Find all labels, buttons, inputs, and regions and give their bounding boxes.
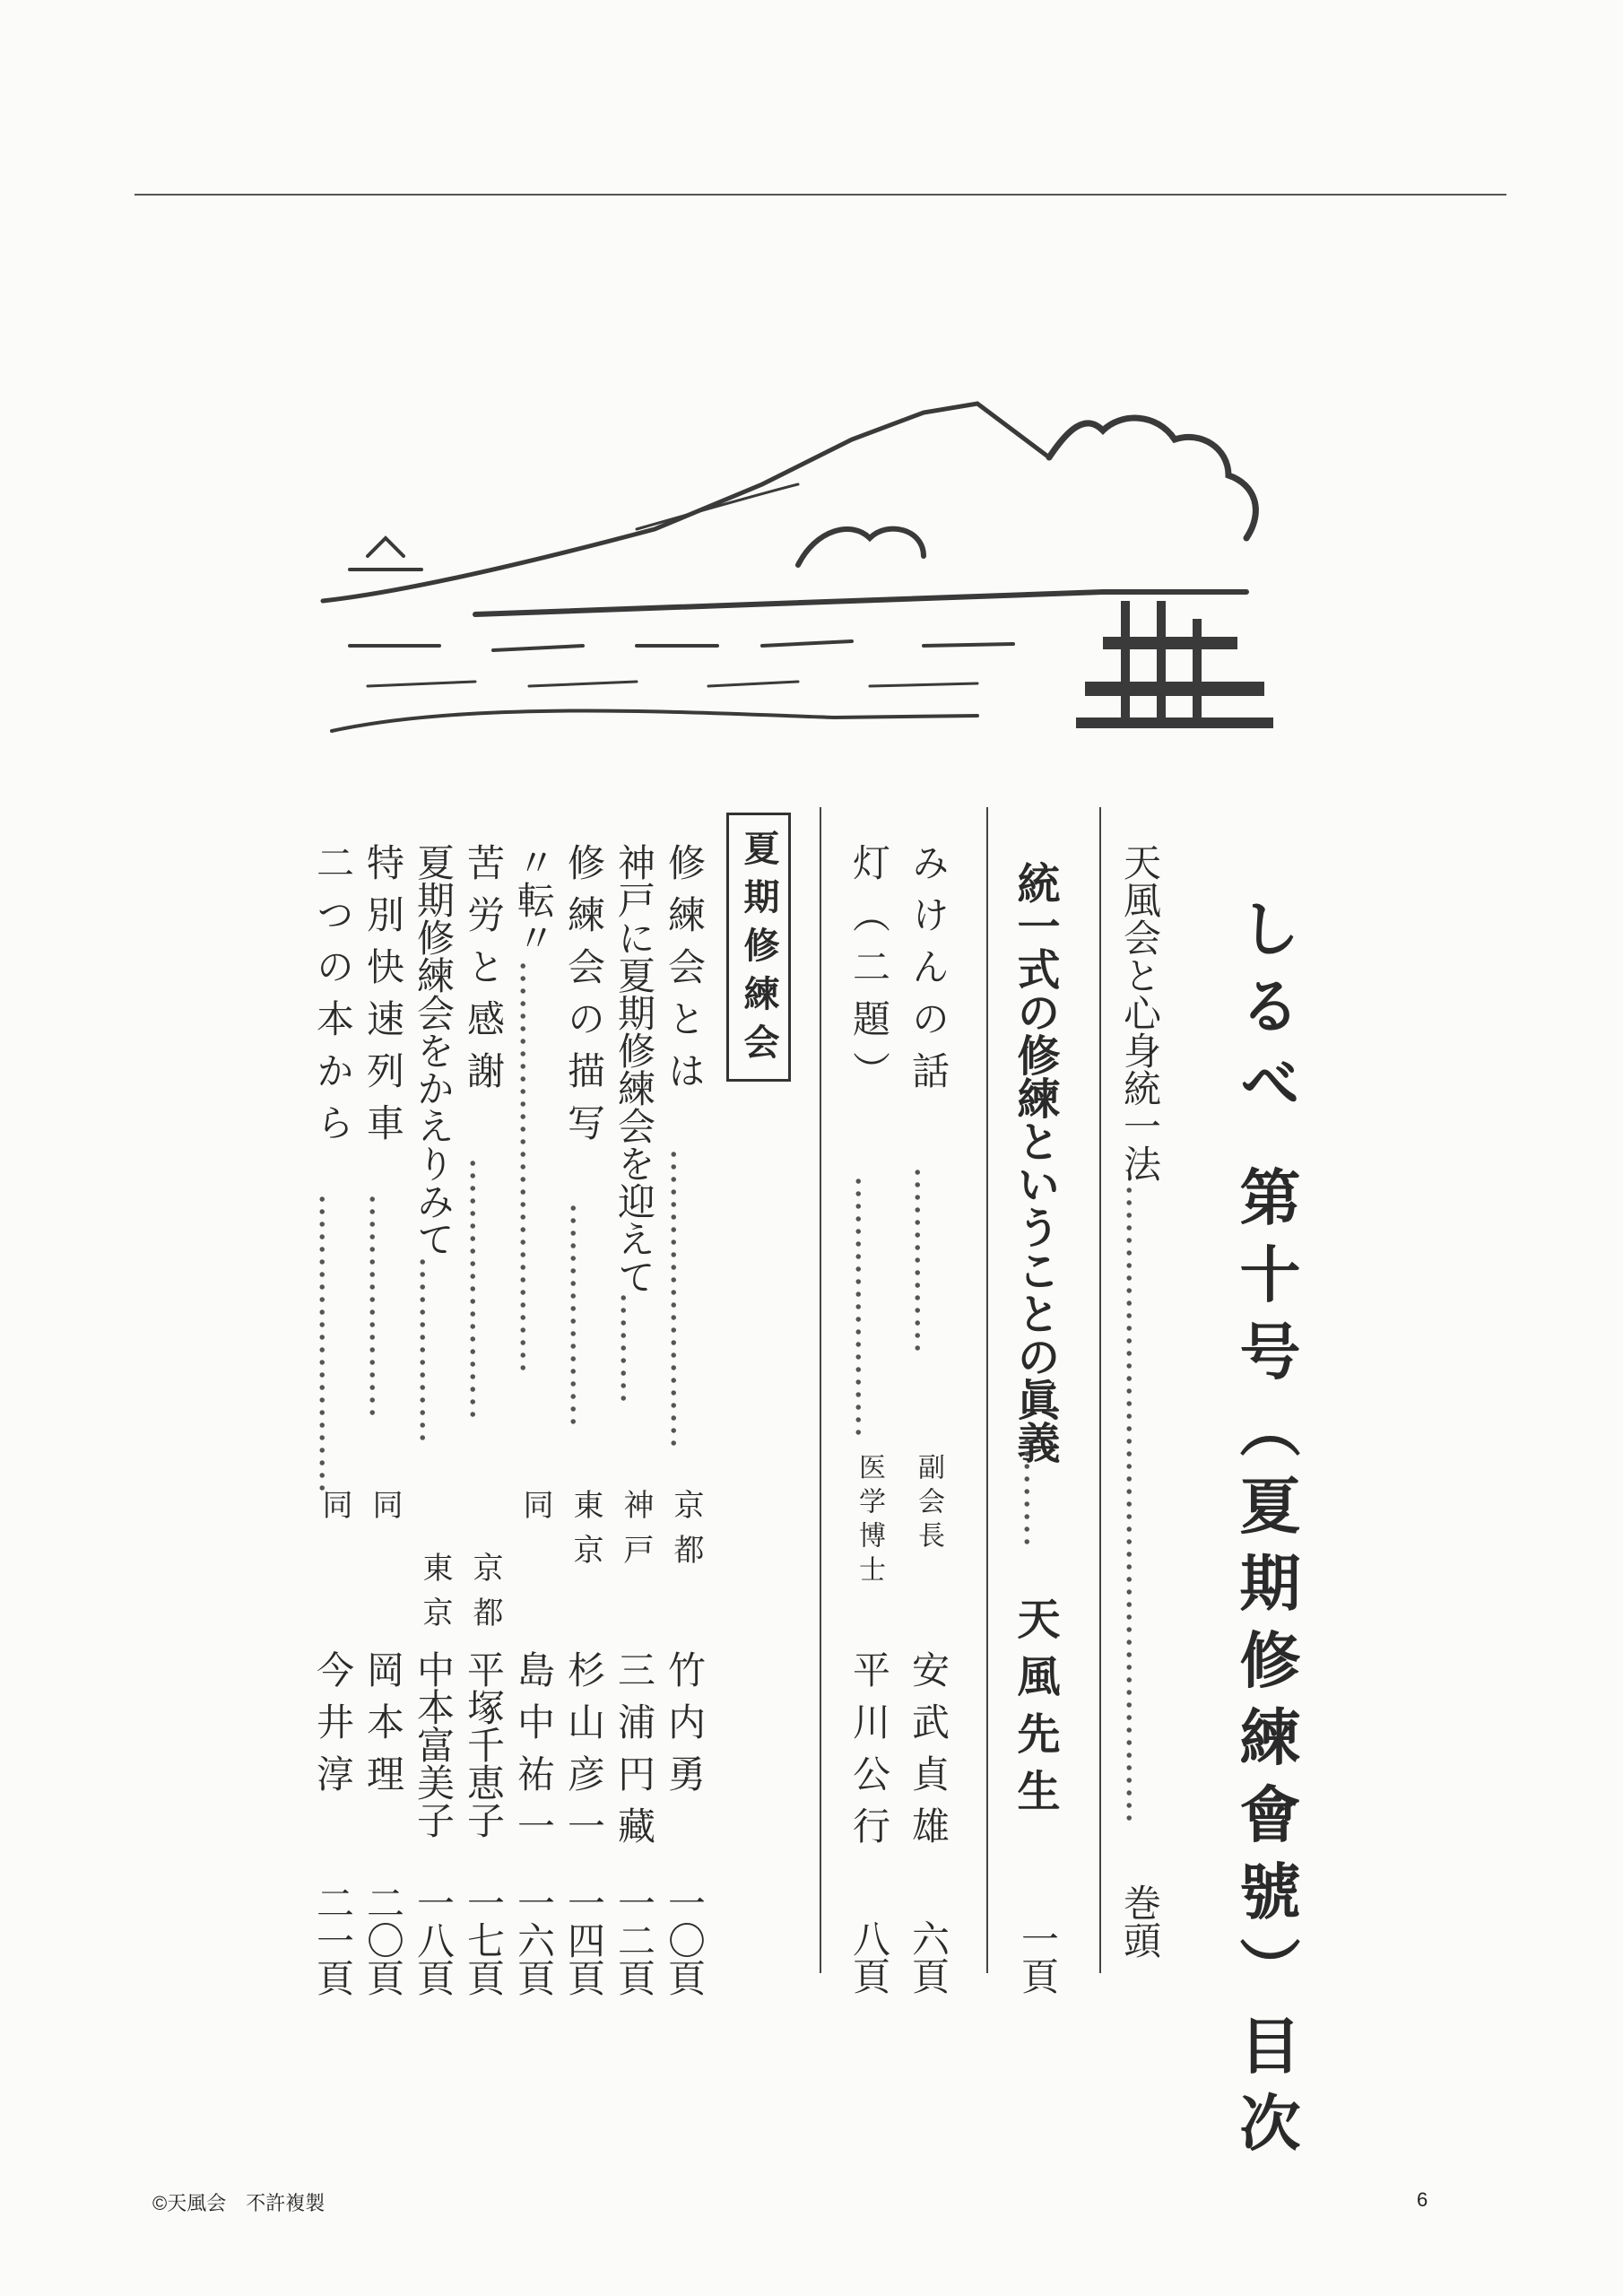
item-page: 一六頁: [512, 1883, 556, 1996]
item-author: 竹内勇: [663, 1650, 707, 1806]
item-page: 二〇頁: [361, 1883, 405, 1996]
item-title: 修練会の描写: [562, 843, 606, 1155]
toc-leader: ……………: [907, 1166, 950, 1354]
item-location: 神戸: [618, 1489, 654, 1578]
item-leader: ………………: [562, 1202, 606, 1428]
toc-title: 天風会と心身統一法: [1118, 843, 1162, 1182]
separator: [820, 807, 821, 1973]
item-author: 杉山彦一: [562, 1650, 606, 1858]
page-title: しるべ 第十号（夏期修練會號）目次: [1229, 897, 1300, 2169]
item-author: 中本富美子: [412, 1650, 456, 1839]
item-leader: ……………………: [663, 1148, 707, 1449]
landscape-illustration: [296, 377, 1354, 753]
toc-title: 灯（二題）: [847, 843, 891, 1103]
item-title: 神戸に夏期修練会を迎えて: [612, 843, 656, 1295]
toc-leader: …………………: [847, 1175, 891, 1439]
item-author: 平塚千恵子: [462, 1650, 506, 1839]
item-location: 京都: [467, 1552, 503, 1641]
item-location: 同: [517, 1489, 553, 1519]
item-author: 岡本理: [361, 1650, 405, 1806]
item-author: 島中祐一: [512, 1650, 556, 1858]
toc-leader: ………: [1016, 1435, 1060, 1548]
toc-affiliation: 医学博士: [854, 1453, 885, 1589]
toc-title: 統一式の修練ということの眞義: [1010, 861, 1060, 1464]
item-page: 一〇頁: [663, 1883, 707, 1996]
item-title: 特別快速列車: [361, 843, 405, 1155]
item-leader: ………………: [361, 1193, 405, 1419]
item-location: 同: [317, 1489, 352, 1519]
item-leader: ………: [612, 1292, 656, 1405]
item-page: 一四頁: [562, 1883, 606, 1996]
item-title: 〃転〃: [512, 843, 556, 956]
item-page: 一二頁: [612, 1883, 656, 1996]
item-author: 今井淳: [311, 1650, 355, 1806]
section-heading: 夏期修練会: [738, 830, 780, 1072]
toc-page: 一頁: [1016, 1919, 1060, 1995]
separator: [986, 807, 988, 1973]
item-page: 一八頁: [412, 1883, 456, 1996]
item-location: 東京: [568, 1489, 603, 1578]
item-page: 一七頁: [462, 1883, 506, 1996]
item-location: 東京: [417, 1552, 453, 1641]
toc-page: 八頁: [847, 1919, 891, 1995]
item-page: 二一頁: [311, 1883, 355, 1996]
toc-affiliation: 副会長: [913, 1453, 944, 1555]
toc-leader: ……………………………………………: [1118, 1184, 1162, 1824]
toc-page: 巻頭: [1118, 1883, 1162, 1959]
item-leader: ……………………………: [512, 960, 556, 1374]
toc-page: 六頁: [907, 1919, 950, 1995]
item-location: 同: [367, 1489, 403, 1519]
item-title: 二つの本から: [311, 843, 355, 1155]
toc-author: 安武貞雄: [907, 1650, 950, 1858]
item-leader: ……………………: [311, 1193, 355, 1494]
item-location: 京都: [668, 1489, 704, 1578]
item-title: 夏期修練会をかえりみて: [412, 843, 456, 1257]
toc-title: みけんの話: [907, 843, 950, 1103]
toc-author: 天風先生: [1010, 1596, 1060, 1826]
page-number: 6: [1417, 2188, 1428, 2211]
section-heading-box: [726, 813, 791, 1082]
item-leader: ……………: [412, 1256, 456, 1444]
item-leader: …………………: [462, 1157, 506, 1421]
item-title: 苦労と感謝: [462, 843, 506, 1103]
copyright-notice: ©天風会 不許複製: [152, 2192, 325, 2214]
item-title: 修練会とは: [663, 843, 707, 1103]
item-author: 三浦円藏: [612, 1650, 656, 1858]
toc-author: 平川公行: [847, 1650, 891, 1858]
top-rule: [135, 194, 1506, 196]
separator: [1099, 807, 1101, 1973]
